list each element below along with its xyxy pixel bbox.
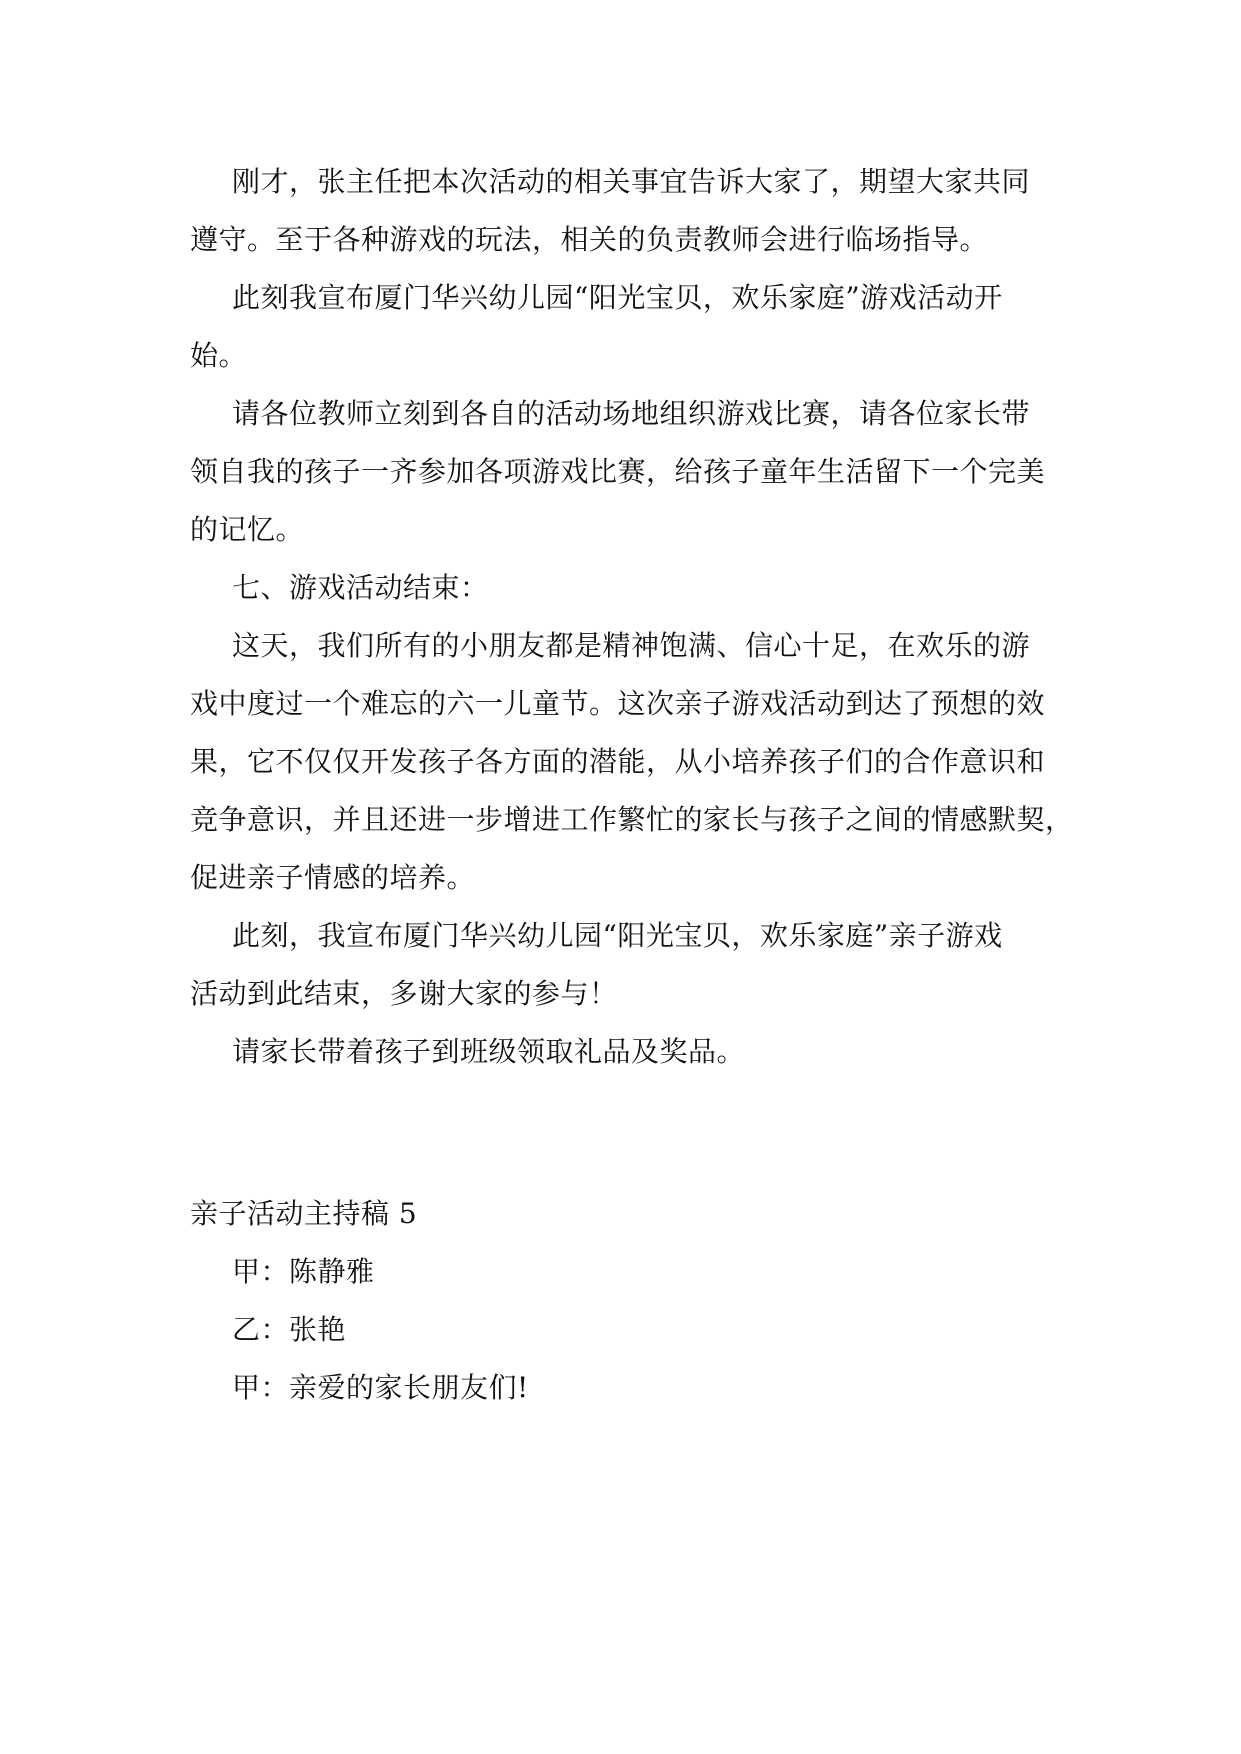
paragraph-line: 的记忆。 (190, 513, 305, 546)
paragraph-line: 促进亲子情感的培养。 (190, 861, 476, 894)
paragraph-line: 甲：陈静雅 (232, 1255, 375, 1288)
paragraph-line: 活动到此结束，多谢大家的参与！ (190, 977, 618, 1010)
paragraph-line: 甲：亲爱的家长朋友们! (232, 1371, 529, 1404)
paragraph-line: 竞争意识，并且还进一步增进工作繁忙的家长与孩子之间的情感默契， (190, 803, 1074, 836)
paragraph-line: 果，它不仅仅开发孩子各方面的潜能，从小培养孩子们的合作意识和 (190, 745, 1046, 778)
paragraph-line: 请家长带着孩子到班级领取礼品及奖品。 (232, 1035, 746, 1068)
paragraph-line: 乙：张艳 (232, 1313, 347, 1346)
paragraph-line: 遵守。至于各种游戏的玩法，相关的负责教师会进行临场指导。 (190, 223, 989, 256)
section-title: 亲子活动主持稿 5 (190, 1197, 418, 1230)
paragraph-line: 请各位教师立刻到各自的活动场地组织游戏比赛，请各位家长带 (232, 397, 1031, 430)
paragraph-line: 刚才，张主任把本次活动的相关事宜告诉大家了，期望大家共同 (232, 165, 1031, 198)
paragraph-line: 戏中度过一个难忘的六一儿童节。这次亲子游戏活动到达了预想的效 (190, 687, 1046, 720)
section-heading: 七、游戏活动结束： (232, 571, 489, 604)
paragraph-line: 此刻，我宣布厦门华兴幼儿园“阳光宝贝，欢乐家庭”亲子游戏 (232, 919, 1003, 952)
paragraph-line: 始。 (190, 339, 248, 372)
paragraph-line: 这天，我们所有的小朋友都是精神饱满、信心十足，在欢乐的游 (232, 629, 1031, 662)
paragraph-line: 领自我的孩子一齐参加各项游戏比赛，给孩子童年生活留下一个完美 (190, 455, 1046, 488)
paragraph-line: 此刻我宣布厦门华兴幼儿园“阳光宝贝，欢乐家庭”游戏活动开 (232, 281, 1003, 314)
